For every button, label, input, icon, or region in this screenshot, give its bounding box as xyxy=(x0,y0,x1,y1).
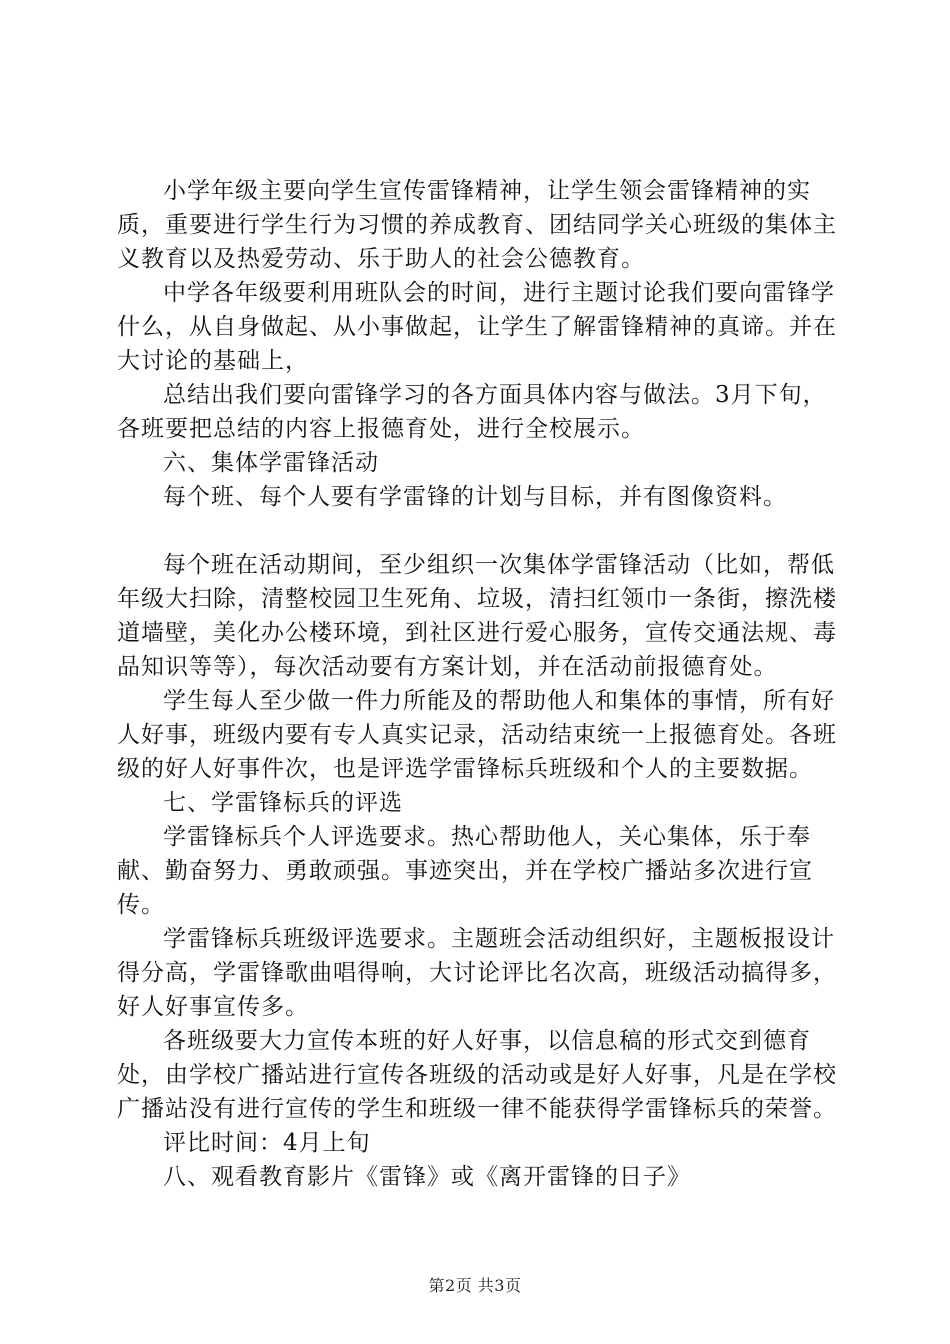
paragraph-middle-school: 中学各年级要利用班队会的时间，进行主题讨论我们要向雷锋学什么，从自身做起、从小事做起，让学生了解雷锋精神的真谛。并在大讨论的基础上， xyxy=(117,280,837,374)
paragraph-summary: 总结出我们要向雷锋学习的各方面具体内容与做法。3月下旬，各班要把总结的内容上报德育处，进行全校展示。 xyxy=(117,382,827,442)
page-footer: 第2页 共3页 xyxy=(428,1276,522,1295)
paragraph-primary-school: 小学年级主要向学生宣传雷锋精神，让学生领会雷锋精神的实质，重要进行学生行为习惯的养成教育、团结同学关心班级的集体主义教育以及热爱劳动、乐于助人的社会公德教育。 xyxy=(117,178,837,272)
paragraph-publicity: 各班级要大力宣传本班的好人好事，以信息稿的形式交到德育处，由学校广播站进行宣传各班级的活动或是好人好事，凡是在学校广播站没有进行宣传的学生和班级一律不能获得学雷锋标兵的荣誉。 xyxy=(117,1028,837,1122)
paragraph-individual-criteria: 学雷锋标兵个人评选要求。热心帮助他人，关心集体，乐于奉献、勤奋努力、勇敢顽强。事迹突出，并在学校广播站多次进行宣传。 xyxy=(117,824,813,918)
paragraph-class-activity: 每个班在活动期间，至少组织一次集体学雷锋活动（比如，帮低年级大扫除，清整校园卫生死角、垃圾，清扫红领巾一条街，擦洗楼道墙壁，美化办公楼环境，到社区进行爱心服务，宣传交通法规、毒品知识等等），每次活动要有方案计划，并在活动前报德育处。 xyxy=(117,552,837,680)
section-heading-7: 七、学雷锋标兵的评选 xyxy=(163,790,403,816)
paragraph-plan: 每个班、每个人要有学雷锋的计划与目标，并有图像资料。 xyxy=(163,484,787,510)
paragraph-class-criteria: 学雷锋标兵班级评选要求。主题班会活动组织好，主题板报设计得分高，学雷锋歌曲唱得响，大讨论评比名次高，班级活动搞得多，好人好事宣传多。 xyxy=(117,926,837,1020)
section-heading-8: 八、观看教育影片《雷锋》或《离开雷锋的日子》 xyxy=(163,1164,691,1190)
section-heading-6: 六、集体学雷锋活动 xyxy=(163,450,379,476)
paragraph-good-deeds: 学生每人至少做一件力所能及的帮助他人和集体的事情，所有好人好事，班级内要有专人真实记录，活动结束统一上报德育处。各班级的好人好事件次，也是评选学雷锋标兵班级和个人的主要数据。 xyxy=(117,688,837,782)
paragraph-evaluation-time: 评比时间：4月上旬 xyxy=(163,1130,371,1156)
document-body xyxy=(117,174,837,1194)
